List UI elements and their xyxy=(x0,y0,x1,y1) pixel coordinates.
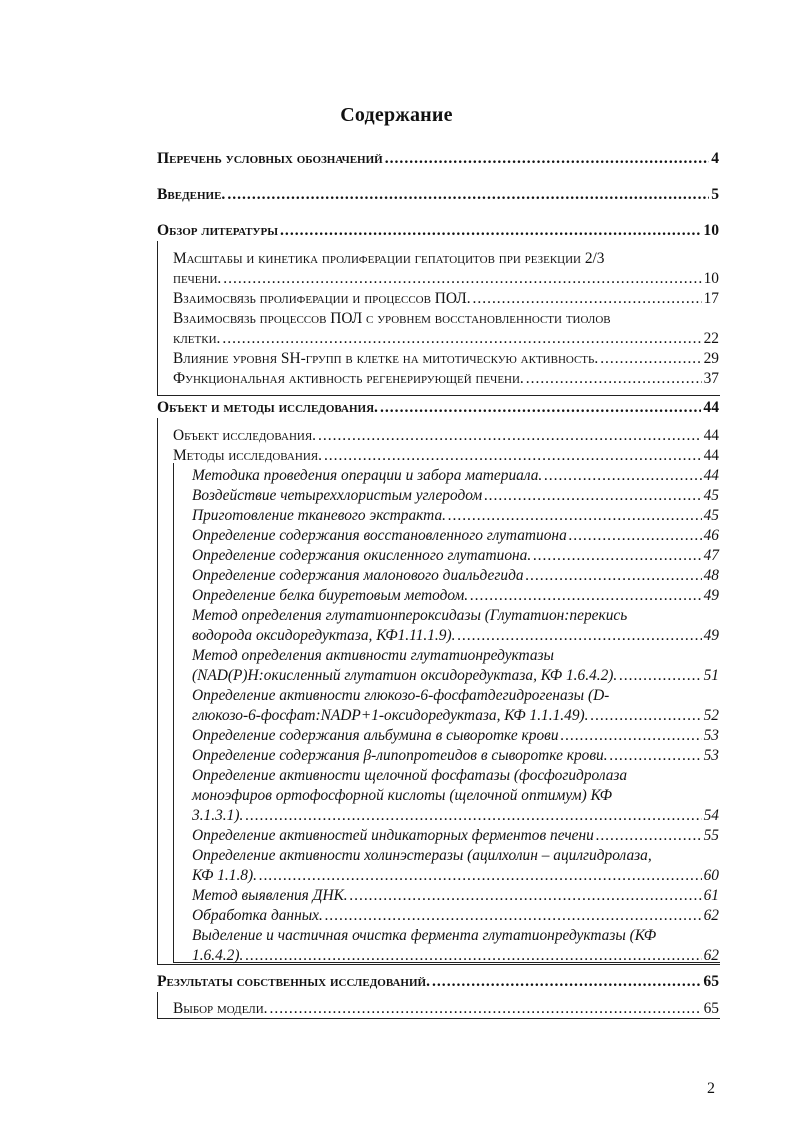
toc-entry-title: Объект исследования. xyxy=(173,427,317,444)
toc-entry-title: Введение. xyxy=(157,186,226,203)
toc-entry-page: 44 xyxy=(703,467,719,484)
dot-leader xyxy=(245,946,701,966)
dot-leader xyxy=(596,826,702,846)
toc-entry-title-line: Взаимосвязь процессов ПОЛ с уровнем восстановленности тиолов xyxy=(173,310,611,327)
toc-entry-page: 53 xyxy=(703,747,719,764)
toc-entry-title-line: Масштабы и кинетика пролиферации гепатоцитов при резекции 2/3 xyxy=(173,250,605,267)
dot-leader xyxy=(380,398,701,418)
dot-leader xyxy=(432,972,701,992)
toc-entry-page: 65 xyxy=(703,973,719,990)
toc-entry-title: Определение содержания β-липопротеидов в сыворотке крови. xyxy=(192,747,608,764)
toc-entry-title: (NAD(P)H:окисленный глутатион оксидоредуктаза, КФ 1.6.4.2). xyxy=(192,667,618,684)
dot-leader xyxy=(270,999,702,1019)
toc-entry-page: 54 xyxy=(703,807,719,824)
toc-entry-page: 62 xyxy=(703,907,719,924)
toc-entry-title-line: Определение активности холинэстеразы (ацилхолин – ацилгидролаза, xyxy=(192,847,652,864)
toc-entry-page: 44 xyxy=(703,447,719,464)
toc-entry-title: Функциональная активность регенерирующей печени. xyxy=(173,370,524,387)
toc-entry-title: Определение содержания малонового диальдегида xyxy=(192,567,524,584)
toc-entry-title: Методика проведения операции и забора материала. xyxy=(192,467,543,484)
page-number: 2 xyxy=(707,1080,715,1097)
toc-entry-page: 47 xyxy=(703,547,719,564)
toc-entry[interactable] xyxy=(173,369,719,389)
toc-entry-page: 5 xyxy=(711,186,719,203)
toc-entry-title: клетки. xyxy=(173,330,221,347)
dot-leader xyxy=(223,269,701,289)
toc-entry-title-line: Определение активности щелочной фосфатазы (фосфогидролаза xyxy=(192,767,628,784)
dot-leader xyxy=(325,906,702,926)
toc-entry[interactable] xyxy=(192,906,719,926)
toc-entry-title: 1.6.4.2). xyxy=(192,947,244,964)
toc-entry-title: Определение белка биуретовым методом. xyxy=(192,587,469,604)
dot-leader xyxy=(600,349,701,369)
toc-entry-page: 49 xyxy=(703,587,719,604)
dot-leader xyxy=(533,546,701,566)
dot-leader xyxy=(526,369,702,389)
toc-entry-page: 46 xyxy=(703,527,719,544)
dot-leader xyxy=(619,666,701,686)
dot-leader xyxy=(448,506,702,526)
toc-entry-page: 22 xyxy=(703,330,719,347)
dot-leader xyxy=(245,806,701,826)
toc-entry-page: 45 xyxy=(703,487,719,504)
toc-entry-title: Выбор модели. xyxy=(173,1000,268,1017)
toc-entry-page: 4 xyxy=(711,150,719,167)
dot-leader xyxy=(569,526,702,546)
dot-leader xyxy=(259,866,702,886)
toc-entry-page: 45 xyxy=(703,507,719,524)
toc-entry-page: 44 xyxy=(703,399,719,416)
toc-entry-page: 60 xyxy=(703,867,719,884)
toc-entry-page: 52 xyxy=(703,707,719,724)
toc-entry[interactable] xyxy=(192,926,719,966)
toc-entry-page: 53 xyxy=(703,727,719,744)
toc-entry-title: КФ 1.1.8). xyxy=(192,867,257,884)
toc-entry-page: 55 xyxy=(703,827,719,844)
dot-leader xyxy=(227,185,709,205)
dot-leader xyxy=(544,466,701,486)
toc-entry[interactable] xyxy=(173,349,719,369)
toc-entry[interactable] xyxy=(173,426,719,446)
dot-leader xyxy=(350,886,702,906)
toc-entry-title: Объект и методы исследования. xyxy=(157,399,378,416)
toc-entry-title: Влияние уровня SH-групп в клетке на митотическую активность. xyxy=(173,350,599,367)
toc-entry[interactable] xyxy=(192,846,719,886)
toc-entry[interactable] xyxy=(157,398,719,418)
toc-entry-page: 10 xyxy=(703,222,719,239)
toc-entry-page: 62 xyxy=(703,947,719,964)
toc-entry-page: 10 xyxy=(703,270,719,287)
dot-leader xyxy=(457,626,701,646)
toc-entry[interactable] xyxy=(192,726,719,746)
toc-entry-title: Метод выявления ДНК. xyxy=(192,887,348,904)
toc-entry-title: Обзор литературы xyxy=(157,222,279,239)
dot-leader xyxy=(561,726,702,746)
toc-entry-title-line: моноэфиров ортофосфорной кислоты (щелочной оптимум) КФ xyxy=(192,787,612,804)
toc-entry-title-line: Метод определения глутатионпероксидазы (Глутатион:перекись xyxy=(192,607,628,624)
toc-entry-title: Обработка данных. xyxy=(192,907,323,924)
dot-leader xyxy=(610,746,702,766)
toc-entry-title: Методы исследования. xyxy=(173,447,322,464)
toc-entry-title: Определение содержания окисленного глутатиона. xyxy=(192,547,532,564)
dot-leader xyxy=(318,426,702,446)
toc-entry-title-line: Метод определения активности глутатионредуктазы xyxy=(192,647,554,664)
toc-entry[interactable] xyxy=(157,221,719,241)
toc-entry[interactable] xyxy=(192,886,719,906)
toc-entry[interactable] xyxy=(192,526,719,546)
dot-leader xyxy=(280,221,701,241)
dot-leader xyxy=(484,486,701,506)
toc-entry-page: 49 xyxy=(703,627,719,644)
toc-entry[interactable] xyxy=(192,766,719,826)
toc-entry[interactable] xyxy=(192,566,719,586)
toc-entry[interactable] xyxy=(192,826,719,846)
toc-entry-title: Взаимосвязь пролиферации и процессов ПОЛ. xyxy=(173,290,471,307)
toc-entry-title: глюкозо-6-фосфат:NADP+1-оксидоредуктаза, КФ 1.1.1.49). xyxy=(192,707,589,724)
toc-entry[interactable] xyxy=(192,466,719,486)
toc-entry[interactable] xyxy=(173,249,719,289)
toc-entry[interactable] xyxy=(173,289,719,309)
toc-entry-page: 61 xyxy=(703,887,719,904)
toc-entry-title: Определение активностей индикаторных ферментов печени xyxy=(192,827,594,844)
toc-entry-page: 44 xyxy=(703,427,719,444)
toc-entry-title: печени. xyxy=(173,270,222,287)
toc-entry-title: Воздействие четыреххлористым углеродом xyxy=(192,487,483,504)
toc-entry[interactable] xyxy=(192,646,719,686)
toc-entry[interactable] xyxy=(192,586,719,606)
dot-leader xyxy=(591,706,702,726)
toc-entry-page: 48 xyxy=(703,567,719,584)
toc-entry-page: 17 xyxy=(703,290,719,307)
dot-leader xyxy=(470,586,701,606)
toc-entry[interactable] xyxy=(192,506,719,526)
toc-entry[interactable] xyxy=(157,185,719,205)
toc-entry[interactable] xyxy=(192,606,719,646)
dot-leader xyxy=(526,566,702,586)
toc-entry-title: Перечень условных обозначений xyxy=(157,150,383,167)
toc-entry-page: 51 xyxy=(703,667,719,684)
toc-entry-title: 3.1.3.1). xyxy=(192,807,244,824)
toc-entry-title: Определение содержания восстановленного глутатиона xyxy=(192,527,567,544)
toc-entry-page: 37 xyxy=(703,370,719,387)
toc-entry[interactable] xyxy=(157,149,719,169)
toc-entry[interactable] xyxy=(192,546,719,566)
page-title: Содержание xyxy=(340,104,453,126)
toc-entry[interactable] xyxy=(192,486,719,506)
toc-entry-title: Определение содержания альбумина в сыворотке крови xyxy=(192,727,559,744)
dot-leader xyxy=(385,149,709,169)
toc-entry-title: водорода оксидоредуктаза, КФ1.11.1.9). xyxy=(192,627,456,644)
toc-entry[interactable] xyxy=(173,309,719,349)
toc-entry-title: Результаты собственных исследований. xyxy=(157,973,430,990)
toc-entry-page: 65 xyxy=(703,1000,719,1017)
toc-entry[interactable] xyxy=(157,972,719,992)
toc-entry[interactable] xyxy=(192,686,719,726)
toc-entry-title: Приготовление тканевого экстракта. xyxy=(192,507,447,524)
toc-entry[interactable] xyxy=(192,746,719,766)
toc-entry-title-line: Определение активности глюкозо-6-фосфатдегидрогеназы (D- xyxy=(192,687,610,704)
dot-leader xyxy=(222,329,701,349)
toc-entry[interactable] xyxy=(173,999,719,1019)
dot-leader xyxy=(473,289,702,309)
toc-entry-page: 29 xyxy=(703,350,719,367)
toc-entry-title-line: Выделение и частичная очистка фермента глутатионредуктазы (КФ xyxy=(192,927,657,944)
